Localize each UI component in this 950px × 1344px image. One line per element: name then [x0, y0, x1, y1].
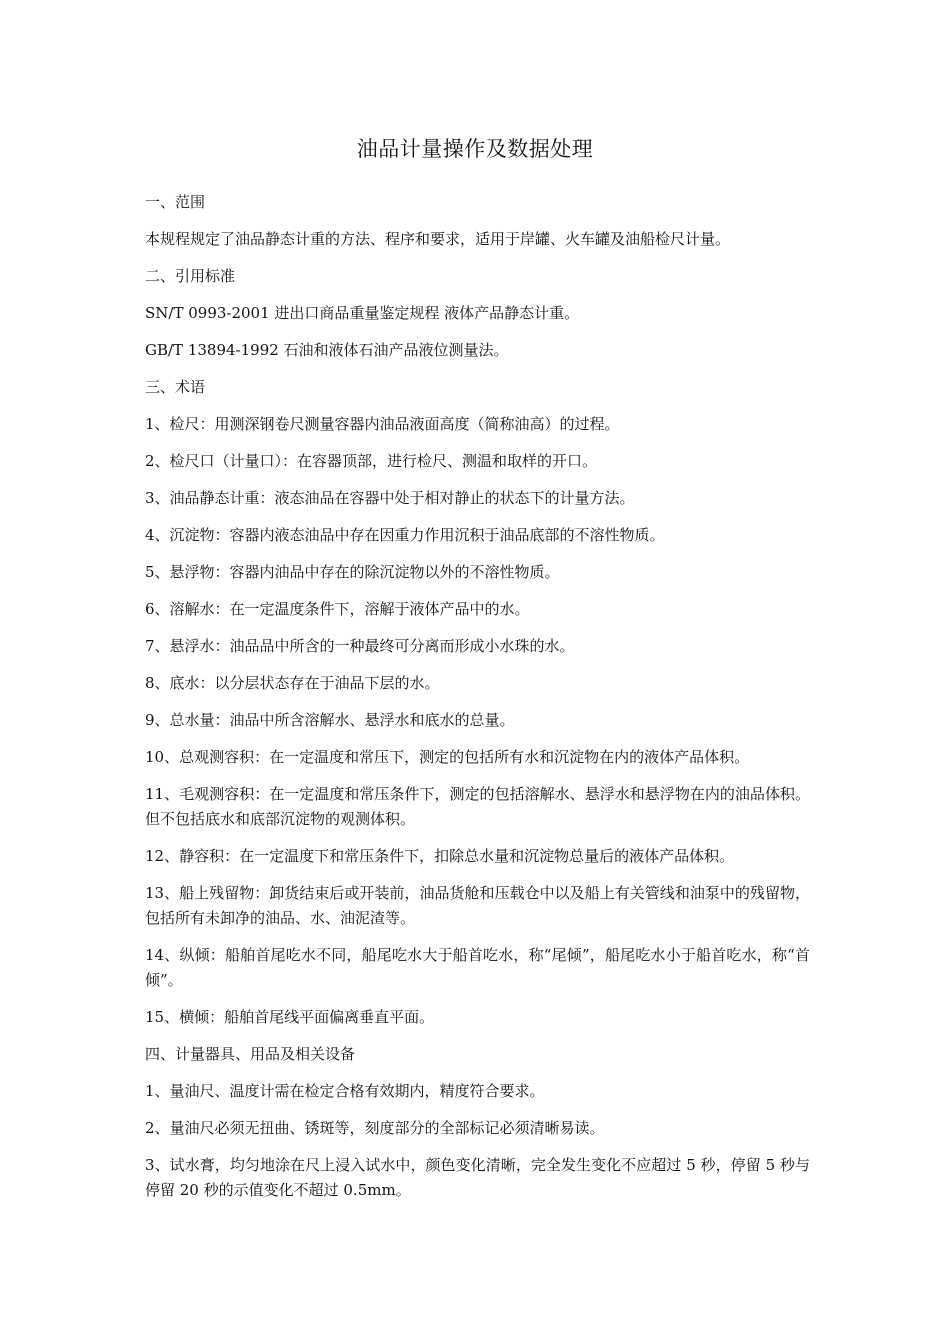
- paragraph: 2、检尺口（计量口）：在容器顶部，进行检尺、测温和取样的开口。: [145, 452, 598, 470]
- paragraph: 11、毛观测容积：在一定温度和常压条件下，测定的包括溶解水、悬浮水和悬浮物在内的油品体积。但不包括底水和底部沉淀物的观测体积。: [145, 785, 810, 828]
- paragraph: 10、总观测容积：在一定温度和常压下，测定的包括所有水和沉淀物在内的液体产品体积。: [145, 748, 750, 766]
- paragraph: 14、纵倾：船舶首尾吃水不同，船尾吃水大于船首吃水，称“尾倾”，船尾吃水小于船首吃水，称“首倾”。: [145, 946, 810, 989]
- section-heading-references: 二、引用标准: [145, 267, 236, 285]
- paragraph: 15、横倾：船舶首尾线平面偏离垂直平面。: [145, 1008, 435, 1026]
- paragraph: 2、量油尺必须无扭曲、锈斑等，刻度部分的全部标记必须清晰易读。: [145, 1119, 605, 1137]
- paragraph: 3、试水膏，均匀地涂在尺上浸入试水中，颜色变化清晰，完全发生变化不应超过 5 秒，停留 5 秒与停留 20 秒的示值变化不超过 0.5mm。: [145, 1156, 810, 1199]
- paragraph: 6、溶解水：在一定温度条件下，溶解于液体产品中的水。: [145, 600, 530, 618]
- paragraph: 本规程规定了油品静态计重的方法、程序和要求，适用于岸罐、火车罐及油船检尺计量。: [145, 230, 731, 248]
- paragraph: 1、检尺：用测深钢卷尺测量容器内油品液面高度（简称油高）的过程。: [145, 415, 620, 433]
- section-heading-instruments: 四、计量器具、用品及相关设备: [145, 1045, 356, 1063]
- paragraph: 1、量油尺、温度计需在检定合格有效期内，精度符合要求。: [145, 1082, 545, 1100]
- paragraph: 4、沉淀物：容器内液态油品中存在因重力作用沉积于油品底部的不溶性物质。: [145, 526, 665, 544]
- document-title: 油品计量操作及数据处理: [356, 137, 594, 161]
- document-body: [145, 190, 810, 1215]
- paragraph: 8、底水：以分层状态存在于油品下层的水。: [145, 674, 440, 692]
- paragraph: 13、船上残留物：卸货结束后或开装前，油品货舱和压载仓中以及船上有关管线和油泵中的残留物，包括所有未卸净的油品、水、油泥渣等。: [145, 884, 810, 927]
- paragraph: 3、油品静态计重：液态油品在容器中处于相对静止的状态下的计量方法。: [145, 489, 635, 507]
- paragraph: SN/T 0993-2001 进出口商品重量鉴定规程 液体产品静态计重。: [145, 304, 580, 322]
- section-heading-terms: 三、术语: [145, 378, 206, 396]
- paragraph: GB/T 13894-1992 石油和液体石油产品液位测量法。: [145, 341, 509, 359]
- paragraph: 7、悬浮水：油品品中所含的一种最终可分离而形成小水珠的水。: [145, 637, 575, 655]
- paragraph: 9、总水量：油品中所含溶解水、悬浮水和底水的总量。: [145, 711, 515, 729]
- section-heading-scope: 一、范围: [145, 193, 206, 211]
- paragraph: 12、静容积：在一定温度下和常压条件下，扣除总水量和沉淀物总量后的液体产品体积。: [145, 847, 735, 865]
- paragraph: 5、悬浮物：容器内油品中存在的除沉淀物以外的不溶性物质。: [145, 563, 560, 581]
